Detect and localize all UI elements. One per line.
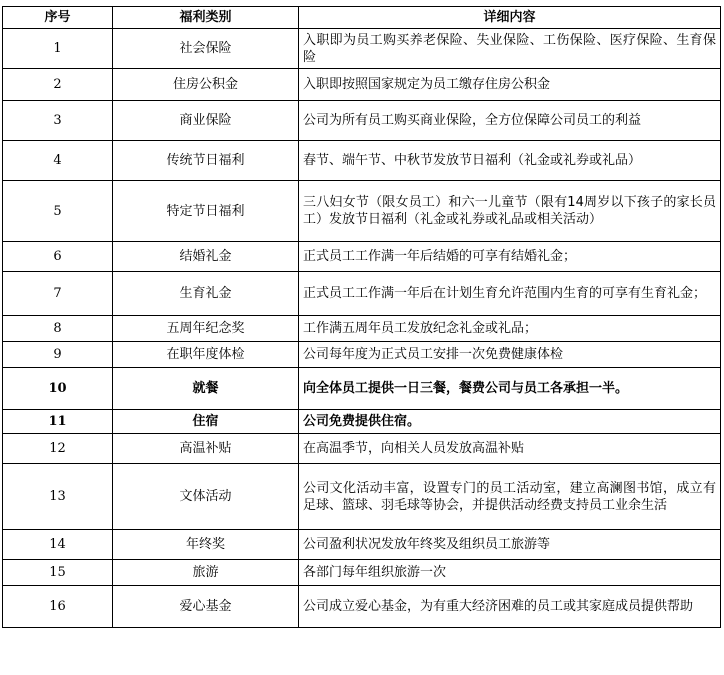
table-row (3, 368, 721, 410)
row-no: 14 (3, 530, 113, 560)
row-detail: 各部门每年组织旅游一次 (299, 560, 721, 586)
header-no: 序号 (3, 7, 113, 29)
row-detail: 三八妇女节（限女员工）和六一儿童节（限有14周岁以下孩子的家长员工）发放节日福利（礼金或礼券或礼品或相关活动） (299, 181, 721, 242)
row-detail: 入职即为员工购买养老保险、失业保险、工伤保险、医疗保险、生育保险 (299, 29, 721, 69)
row-type: 住房公积金 (113, 69, 299, 101)
table-row (3, 342, 721, 368)
table-row (3, 560, 721, 586)
row-type: 结婚礼金 (113, 242, 299, 272)
row-no: 9 (3, 342, 113, 368)
row-type: 爱心基金 (113, 586, 299, 628)
row-type: 传统节日福利 (113, 141, 299, 181)
row-type: 旅游 (113, 560, 299, 586)
row-type: 在职年度体检 (113, 342, 299, 368)
row-type: 五周年纪念奖 (113, 316, 299, 342)
row-type: 生育礼金 (113, 272, 299, 316)
table-row (3, 464, 721, 530)
row-detail: 向全体员工提供一日三餐，餐费公司与员工各承担一半。 (299, 368, 721, 410)
row-no: 10 (3, 368, 113, 410)
row-detail: 春节、端午节、中秋节发放节日福利（礼金或礼券或礼品） (299, 141, 721, 181)
table-row (3, 586, 721, 628)
table-row (3, 242, 721, 272)
row-no: 15 (3, 560, 113, 586)
row-detail: 公司免费提供住宿。 (299, 410, 721, 434)
row-detail: 公司为所有员工购买商业保险，全方位保障公司员工的利益 (299, 101, 721, 141)
row-detail: 公司成立爱心基金，为有重大经济困难的员工或其家庭成员提供帮助 (299, 586, 721, 628)
row-no: 8 (3, 316, 113, 342)
row-no: 12 (3, 434, 113, 464)
row-no: 11 (3, 410, 113, 434)
benefits-table (2, 6, 721, 628)
row-no: 16 (3, 586, 113, 628)
row-detail: 入职即按照国家规定为员工缴存住房公积金 (299, 69, 721, 101)
table-row (3, 69, 721, 101)
row-detail: 工作满五周年员工发放纪念礼金或礼品； (299, 316, 721, 342)
row-no: 13 (3, 464, 113, 530)
table-row (3, 141, 721, 181)
row-type: 就餐 (113, 368, 299, 410)
table-row (3, 272, 721, 316)
header-row (3, 7, 721, 29)
table-row (3, 410, 721, 434)
row-type: 文体活动 (113, 464, 299, 530)
table-row (3, 316, 721, 342)
header-detail: 详细内容 (299, 7, 721, 29)
row-type: 社会保险 (113, 29, 299, 69)
row-no: 7 (3, 272, 113, 316)
row-detail: 公司盈利状况发放年终奖及组织员工旅游等 (299, 530, 721, 560)
row-detail: 正式员工工作满一年后在计划生育允许范围内生育的可享有生育礼金； (299, 272, 721, 316)
row-no: 6 (3, 242, 113, 272)
table-row (3, 434, 721, 464)
row-type: 特定节日福利 (113, 181, 299, 242)
table-row (3, 181, 721, 242)
row-detail: 公司文化活动丰富，设置专门的员工活动室，建立高澜图书馆，成立有足球、篮球、羽毛球等协会，并提供活动经费支持员工业余生活 (299, 464, 721, 530)
table-row (3, 29, 721, 69)
row-type: 商业保险 (113, 101, 299, 141)
row-no: 3 (3, 101, 113, 141)
row-no: 5 (3, 181, 113, 242)
row-no: 4 (3, 141, 113, 181)
table-row (3, 101, 721, 141)
row-type: 高温补贴 (113, 434, 299, 464)
row-type: 住宿 (113, 410, 299, 434)
row-type: 年终奖 (113, 530, 299, 560)
row-no: 1 (3, 29, 113, 69)
row-detail: 公司每年度为正式员工安排一次免费健康体检 (299, 342, 721, 368)
row-detail: 正式员工工作满一年后结婚的可享有结婚礼金； (299, 242, 721, 272)
row-detail: 在高温季节，向相关人员发放高温补贴 (299, 434, 721, 464)
row-no: 2 (3, 69, 113, 101)
table-row (3, 530, 721, 560)
header-type: 福利类别 (113, 7, 299, 29)
